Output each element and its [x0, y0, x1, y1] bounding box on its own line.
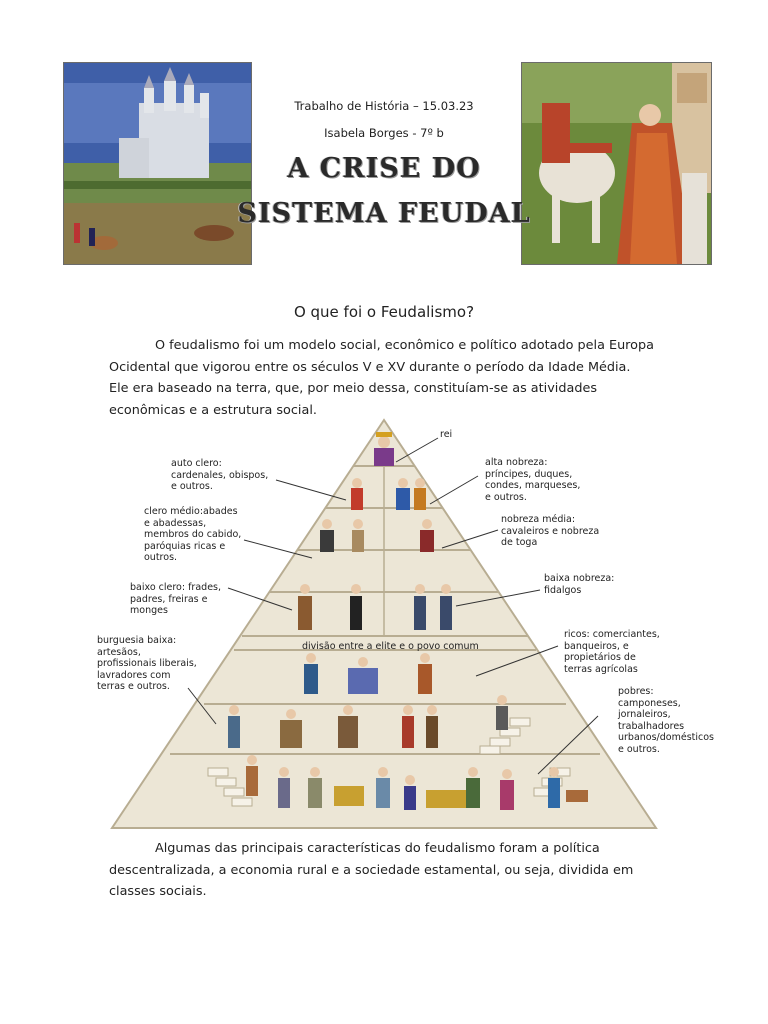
label-clero-medio: clero médio:abades e abadessas, membros do cabido, paróquias ricas e outros.: [144, 506, 242, 563]
paragraph-2: Algumas das principais características do feudalismo foram a política descentralizada, a economia rural e a sociedade estamental, ou seja, dividida em classes sociais.: [109, 841, 634, 899]
section-heading: O que foi o Feudalismo?: [293, 303, 475, 321]
label-divisao: divisão entre a elite e o povo comum: [302, 641, 479, 652]
label-nobreza-media: nobreza média: cavaleiros e nobreza de toga: [501, 514, 600, 548]
label-burguesia: burguesia baixa: artesãos, profissionais liberais, lavradores com terras e outros.: [97, 635, 197, 692]
label-ricos: ricos: comerciantes, banqueiros, e propietários de terras agrícolas: [564, 629, 660, 675]
header-line-1: Trabalho de História – 15.03.23: [294, 99, 474, 113]
title-line-1: A CRISE DO: [287, 153, 481, 184]
label-rei: rei: [440, 429, 453, 440]
label-baixa-nobreza: baixa nobreza: fidalgos: [544, 573, 615, 596]
label-alta-nobreza: alta nobreza: príncipes, duques, condes, marqueses, e outros.: [485, 457, 581, 503]
title-line-2: SISTEMA FEUDAL: [237, 198, 531, 229]
header-line-2: Isabela Borges - 7º b: [324, 126, 444, 140]
label-baixo-clero: baixo clero: frades, padres, freiras e monges: [130, 582, 222, 616]
label-alto-clero: auto clero: cardenales, obispos, e outros.: [171, 458, 269, 492]
paragraph-1: O feudalismo foi um modelo social, econômico e político adotado pela Europa Ocidental que vigorou entre os séculos V e XV durante o período da Idade Média. Ele era baseado na terra, que, por meio dessa, constituíam-se as atividades econômicas e a estrutura social.: [109, 338, 654, 418]
label-pobres: pobres: camponeses, jornaleiros, trabalhadores urbanos/domésticos e outros.: [618, 686, 715, 755]
